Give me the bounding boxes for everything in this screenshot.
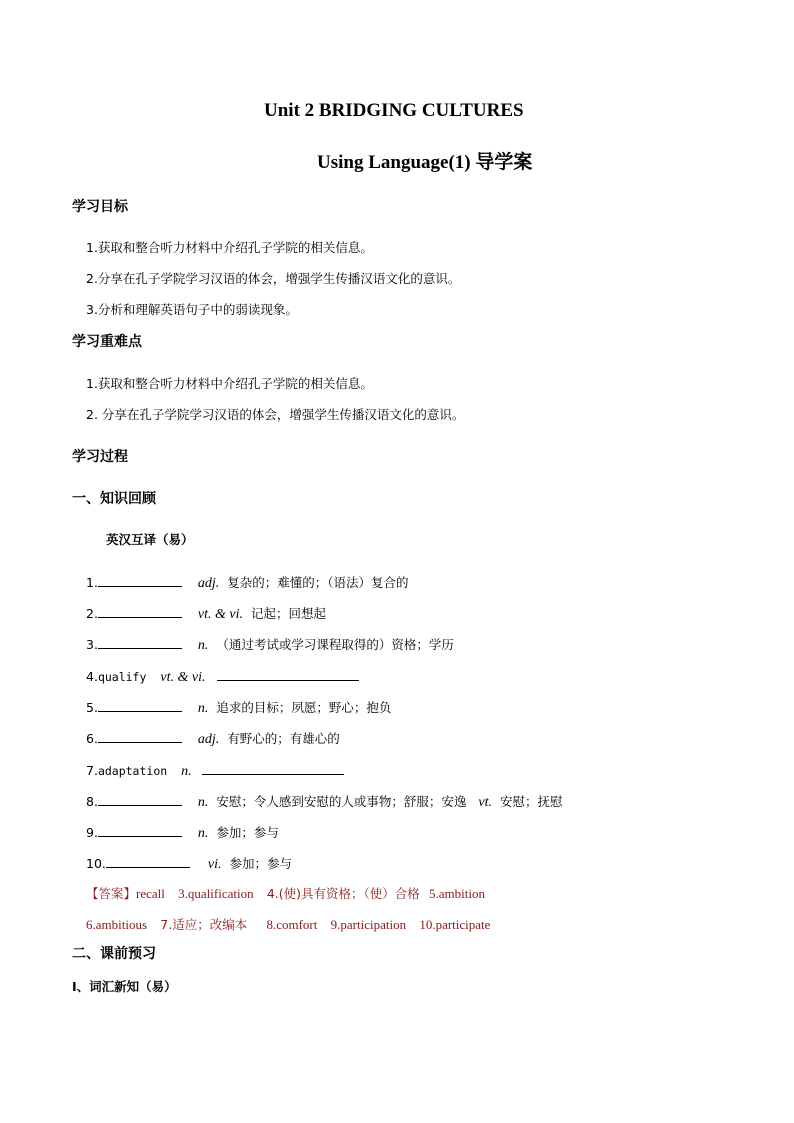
- item-number: 2.: [86, 606, 98, 621]
- answer-entry: 8.comfort: [266, 917, 318, 932]
- answer-blank[interactable]: [217, 666, 359, 681]
- key-points-heading: 学习重难点: [72, 334, 142, 350]
- vocab-heading: I、词汇新知（易）: [72, 979, 177, 994]
- item-number: 7.: [86, 763, 98, 778]
- answer-blank[interactable]: [202, 760, 344, 775]
- answer-blank[interactable]: [98, 697, 182, 712]
- part-of-speech: vt. & vi.: [197, 607, 244, 622]
- item-number: 1.: [86, 575, 98, 590]
- key-point-item: 2. 分享在孔子学院学习汉语的体会，增强学生传播汉语文化的意识。: [86, 407, 465, 422]
- goal-item: 3.分析和理解英语句子中的弱读现象。: [86, 302, 298, 317]
- vocab-item: [86, 853, 292, 873]
- key-point-item: 1.获取和整合听力材料中介绍孔子学院的相关信息。: [86, 376, 373, 391]
- page-title: Unit 2 BRIDGING CULTURES: [264, 100, 524, 121]
- part-of-speech: n.: [197, 795, 209, 810]
- answer-blank[interactable]: [98, 603, 182, 618]
- word: qualify: [97, 670, 147, 684]
- page-subtitle: Using Language(1) 导学案: [317, 152, 533, 173]
- part-of-speech: n.: [197, 701, 209, 716]
- process-heading: 学习过程: [72, 449, 128, 465]
- item-number: 3.: [86, 637, 98, 652]
- part-of-speech: n.: [181, 764, 192, 779]
- translate-heading: 英汉互译（易）: [106, 532, 194, 547]
- part-of-speech: adj.: [197, 732, 220, 747]
- part2-heading: 二、课前预习: [72, 946, 156, 962]
- part-of-speech: adj.: [197, 576, 220, 591]
- meaning: 有野心的；有雄心的: [227, 731, 340, 746]
- item-number: 5.: [86, 700, 98, 715]
- part-of-speech: vi.: [207, 857, 222, 872]
- vocab-item: [86, 697, 391, 717]
- part-of-speech: n.: [197, 826, 209, 841]
- answer-blank[interactable]: [98, 822, 182, 837]
- goals-heading: 学习目标: [72, 199, 128, 215]
- answer-entry: 9.participation: [330, 917, 407, 932]
- vocab-item: [86, 572, 409, 592]
- vocab-item: [86, 791, 563, 811]
- part-of-speech: vt. & vi.: [160, 670, 206, 685]
- vocab-item: [86, 728, 340, 748]
- item-number: 9.: [86, 825, 98, 840]
- answer-entry: 4.(使)具有资格；（使）合格: [266, 886, 420, 901]
- goal-item: 1.获取和整合听力材料中介绍孔子学院的相关信息。: [86, 240, 373, 255]
- answer-entry: 10.participate: [419, 917, 491, 932]
- answer-blank[interactable]: [98, 791, 182, 806]
- vocab-item: [86, 760, 344, 780]
- answer-label: 【答案】: [86, 886, 137, 901]
- meaning: 记起；回想起: [251, 606, 327, 621]
- answer-blank[interactable]: [98, 572, 182, 587]
- part-of-speech: vt.: [478, 795, 493, 810]
- vocab-item: [86, 634, 454, 654]
- item-number: 10.: [86, 856, 106, 871]
- meaning: 安慰；抚慰: [500, 794, 563, 809]
- answer-entry: 3.qualification: [178, 886, 254, 901]
- goal-item: 2.分享在孔子学院学习汉语的体会，增强学生传播汉语文化的意识。: [86, 271, 461, 286]
- answer-line: [86, 884, 485, 902]
- word: adaptation: [97, 764, 168, 778]
- vocab-item: [86, 822, 279, 842]
- meaning: 参加；参与: [229, 856, 292, 871]
- item-number: 8.: [86, 794, 98, 809]
- vocab-item: [86, 666, 359, 686]
- meaning: 参加；参与: [216, 825, 279, 840]
- vocab-item: [86, 603, 326, 623]
- answer-blank[interactable]: [98, 728, 182, 743]
- answer-blank[interactable]: [98, 634, 182, 649]
- answer-entry: 5.ambition: [429, 886, 485, 901]
- answer-entry: 6.ambitious: [86, 917, 148, 932]
- answer-blank[interactable]: [106, 853, 190, 868]
- answer-entry: 7.适应；改编本: [160, 917, 248, 932]
- part1-heading: 一、知识回顾: [72, 491, 156, 507]
- meaning: 复杂的；难懂的；（语法）复合的: [227, 575, 409, 590]
- item-number: 6.: [86, 731, 98, 746]
- meaning: 追求的目标；夙愿；野心；抱负: [216, 700, 392, 715]
- meaning: （通过考试或学习课程取得的）资格；学历: [216, 637, 454, 652]
- item-number: 4.: [86, 669, 98, 684]
- answer-line: [86, 915, 490, 933]
- answer-entry: recall: [136, 886, 165, 901]
- part-of-speech: n.: [197, 638, 209, 653]
- meaning: 安慰；令人感到安慰的人或事物；舒服；安逸: [216, 794, 467, 809]
